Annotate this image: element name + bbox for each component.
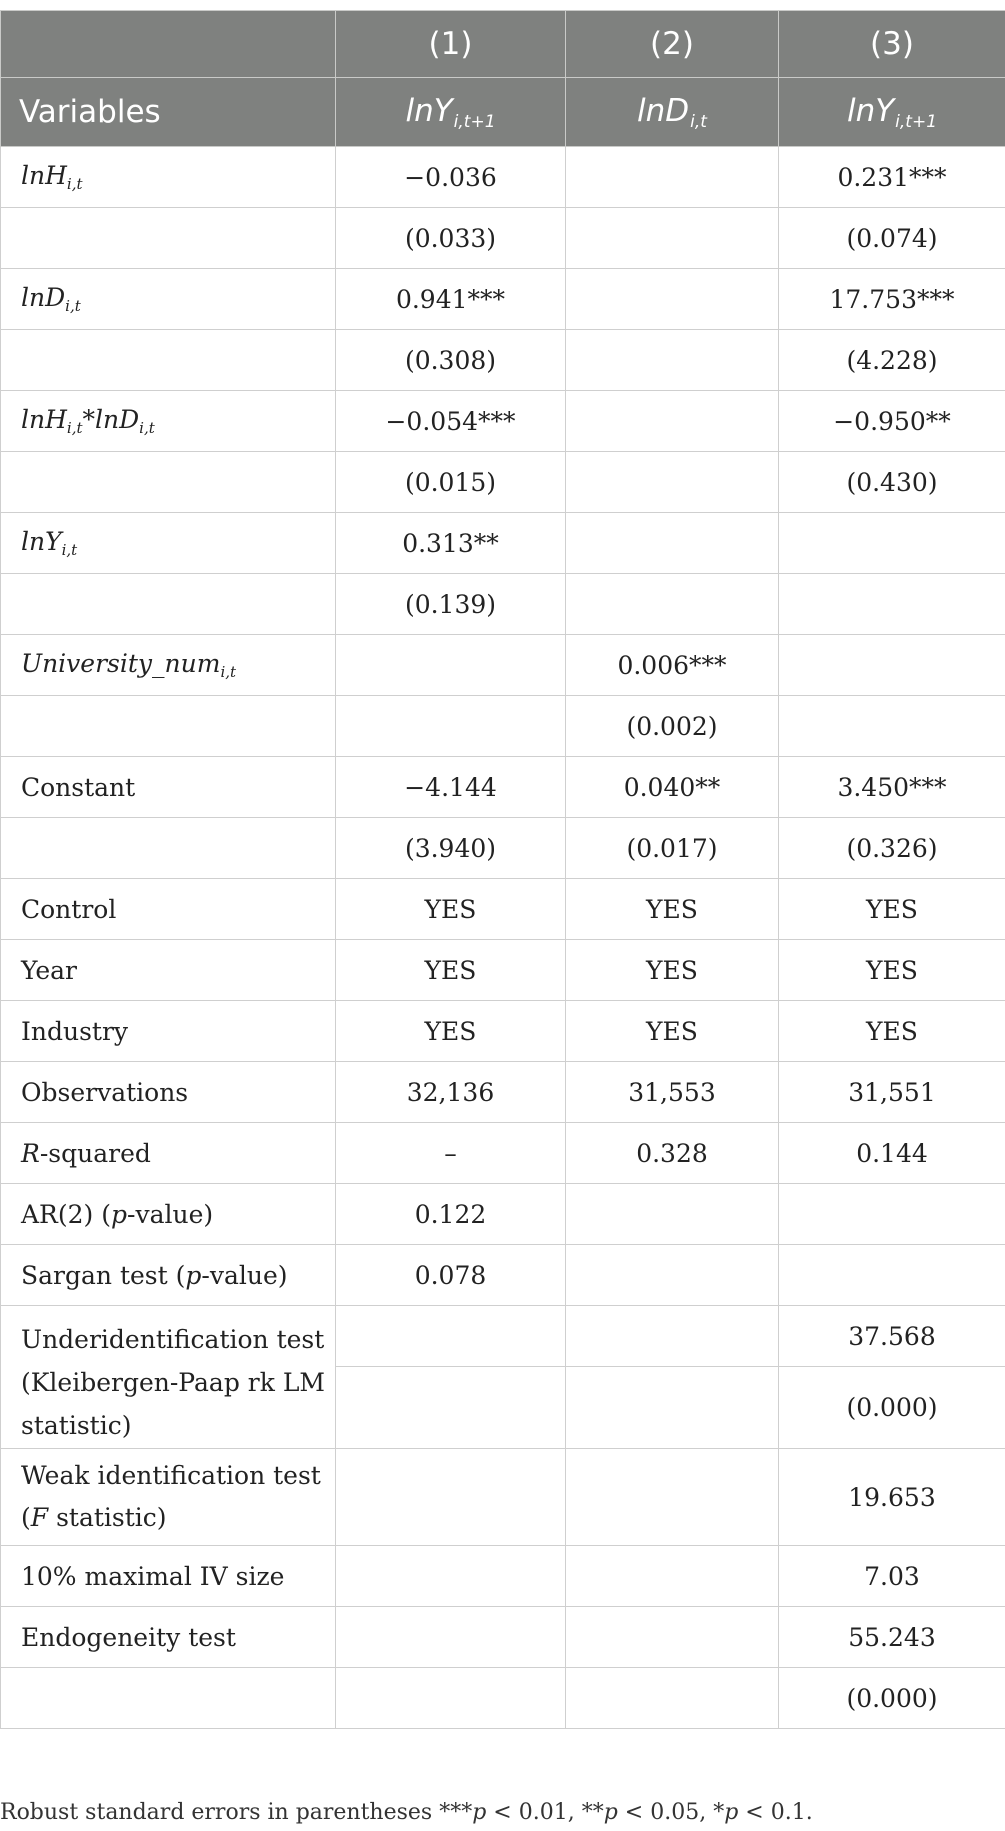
table-row-underidentification	[1, 1306, 1005, 1367]
cell-underid-se3: (0.000)	[779, 1367, 1005, 1449]
header-col-3-dep-var: lnY$_{i,t+1}$	[779, 78, 1005, 147]
row-label-constant: Constant	[1, 757, 336, 818]
row-label-underidentification: Underidentification test (Kleibergen-Paap rk LM statistic)	[1, 1306, 336, 1449]
cell-lnD-se2	[566, 330, 779, 391]
cell-sargan-col3	[779, 1245, 1005, 1306]
cell-constant-col2: 0.040**	[566, 757, 779, 818]
cell-ar2-col3	[779, 1184, 1005, 1245]
cell-lnY-se2	[566, 574, 779, 635]
table-row-lnH-se	[1, 208, 1005, 269]
empty-cell	[1, 1668, 336, 1729]
cell-industry-col2: YES	[566, 1001, 779, 1062]
row-label-interaction: lnH$_{i,t}$*lnD$_{i,t}$	[1, 391, 336, 452]
table-row-sargan	[1, 1245, 1005, 1306]
cell-interaction-se3: (0.430)	[779, 452, 1005, 513]
cell-university-se1	[336, 696, 566, 757]
row-label-ar2: AR(2) (p-value)	[1, 1184, 336, 1245]
row-label-maximal-iv-size: 10% maximal IV size	[1, 1546, 336, 1607]
empty-cell	[566, 1607, 779, 1668]
cell-university-se2: (0.002)	[566, 696, 779, 757]
cell-interaction-col1: −0.054***	[336, 391, 566, 452]
header-col-2-dep-var: lnD$_{i,t}$	[566, 78, 779, 147]
cell-constant-se1: (3.940)	[336, 818, 566, 879]
table-row-interaction-se	[1, 452, 1005, 513]
cell-rsquared-col2: 0.328	[566, 1123, 779, 1184]
cell-interaction-se1: (0.015)	[336, 452, 566, 513]
cell-year-col3: YES	[779, 940, 1005, 1001]
cell-university-col1	[336, 635, 566, 696]
table-row-lnH	[1, 147, 1005, 208]
row-label-control: Control	[1, 879, 336, 940]
cell-year-col1: YES	[336, 940, 566, 1001]
cell-rsquared-col3: 0.144	[779, 1123, 1005, 1184]
cell-constant-se2: (0.017)	[566, 818, 779, 879]
table-row-interaction	[1, 391, 1005, 452]
cell-lnH-se2	[566, 208, 779, 269]
cell-lnY-se1: (0.139)	[336, 574, 566, 635]
cell-constant-se3: (0.326)	[779, 818, 1005, 879]
cell-lnD-col3: 17.753***	[779, 269, 1005, 330]
header-row-column-numbers	[1, 11, 1005, 78]
empty-cell	[336, 1668, 566, 1729]
cell-endog-se3: (0.000)	[779, 1668, 1005, 1729]
empty-cell	[1, 452, 336, 513]
cell-lnY-se3	[779, 574, 1005, 635]
table-row-rsquared	[1, 1123, 1005, 1184]
table-row-lnD	[1, 269, 1005, 330]
cell-observations-col2: 31,553	[566, 1062, 779, 1123]
empty-cell	[1, 574, 336, 635]
cell-observations-col1: 32,136	[336, 1062, 566, 1123]
row-label-lnY: lnY$_{i,t}$	[1, 513, 336, 574]
empty-cell	[1, 330, 336, 391]
table-row-endogeneity-se	[1, 1668, 1005, 1729]
row-label-lnH: lnH$_{i,t}$	[1, 147, 336, 208]
cell-underid-col3: 37.568	[779, 1306, 1005, 1367]
empty-cell	[566, 1668, 779, 1729]
table-row-weak-identification	[1, 1449, 1005, 1546]
row-label-year: Year	[1, 940, 336, 1001]
header-row-dependent-variables	[1, 78, 1005, 147]
empty-cell	[336, 1546, 566, 1607]
table-row-maximal-iv-size	[1, 1546, 1005, 1607]
cell-maxiv-col3: 7.03	[779, 1546, 1005, 1607]
cell-interaction-col2	[566, 391, 779, 452]
cell-lnH-col3: 0.231***	[779, 147, 1005, 208]
row-label-weak-identification: Weak identification test (F statistic)	[1, 1449, 336, 1546]
empty-cell	[336, 1306, 566, 1367]
cell-ar2-col1: 0.122	[336, 1184, 566, 1245]
empty-cell	[336, 1607, 566, 1668]
empty-cell	[566, 1546, 779, 1607]
empty-cell	[566, 1449, 779, 1546]
cell-observations-col3: 31,551	[779, 1062, 1005, 1123]
cell-control-col1: YES	[336, 879, 566, 940]
cell-control-col2: YES	[566, 879, 779, 940]
cell-lnD-se1: (0.308)	[336, 330, 566, 391]
table-row-lnY	[1, 513, 1005, 574]
row-label-observations: Observations	[1, 1062, 336, 1123]
cell-weakid-col3: 19.653	[779, 1449, 1005, 1546]
header-col-3-number: (3)	[779, 11, 1005, 78]
cell-ar2-col2	[566, 1184, 779, 1245]
header-col-1-dep-var: lnY$_{i,t+1}$	[336, 78, 566, 147]
empty-cell	[566, 1367, 779, 1449]
cell-industry-col3: YES	[779, 1001, 1005, 1062]
cell-lnY-col1: 0.313**	[336, 513, 566, 574]
cell-sargan-col1: 0.078	[336, 1245, 566, 1306]
cell-lnY-col2	[566, 513, 779, 574]
cell-lnD-col2	[566, 269, 779, 330]
cell-lnH-se3: (0.074)	[779, 208, 1005, 269]
empty-cell	[336, 1367, 566, 1449]
header-col-2-number: (2)	[566, 11, 779, 78]
cell-endog-col3: 55.243	[779, 1607, 1005, 1668]
table-row-university-num	[1, 635, 1005, 696]
empty-cell	[1, 696, 336, 757]
cell-lnY-col3	[779, 513, 1005, 574]
cell-control-col3: YES	[779, 879, 1005, 940]
cell-interaction-col3: −0.950**	[779, 391, 1005, 452]
row-label-industry: Industry	[1, 1001, 336, 1062]
cell-university-col2: 0.006***	[566, 635, 779, 696]
regression-table	[0, 10, 1005, 1729]
cell-rsquared-col1: –	[336, 1123, 566, 1184]
cell-sargan-col2	[566, 1245, 779, 1306]
cell-university-se3	[779, 696, 1005, 757]
table-footnote: Robust standard errors in parentheses ***p < 0.01, **p < 0.05, *p < 0.1.	[0, 1800, 813, 1825]
table-row-lnY-se	[1, 574, 1005, 635]
cell-lnH-col1: −0.036	[336, 147, 566, 208]
cell-lnH-col2	[566, 147, 779, 208]
table-row-ar2	[1, 1184, 1005, 1245]
row-label-lnD: lnD$_{i,t}$	[1, 269, 336, 330]
table-row-university-num-se	[1, 696, 1005, 757]
cell-constant-col1: −4.144	[336, 757, 566, 818]
empty-cell	[566, 1306, 779, 1367]
empty-cell	[1, 818, 336, 879]
table-row-control	[1, 879, 1005, 940]
table-row-year	[1, 940, 1005, 1001]
header-empty-cell	[1, 11, 336, 78]
cell-university-col3	[779, 635, 1005, 696]
cell-lnD-se3: (4.228)	[779, 330, 1005, 391]
table-row-industry	[1, 1001, 1005, 1062]
table-row-constant-se	[1, 818, 1005, 879]
row-label-endogeneity: Endogeneity test	[1, 1607, 336, 1668]
row-label-rsquared: R-squared	[1, 1123, 336, 1184]
table-row-endogeneity	[1, 1607, 1005, 1668]
row-label-sargan: Sargan test (p-value)	[1, 1245, 336, 1306]
header-variables-label: Variables	[1, 78, 336, 147]
table-row-constant	[1, 757, 1005, 818]
table-row-observations	[1, 1062, 1005, 1123]
empty-cell	[336, 1449, 566, 1546]
cell-lnD-col1: 0.941***	[336, 269, 566, 330]
row-label-university-num: University_num$_{i,t}$	[1, 635, 336, 696]
cell-interaction-se2	[566, 452, 779, 513]
header-col-1-number: (1)	[336, 11, 566, 78]
cell-industry-col1: YES	[336, 1001, 566, 1062]
cell-lnH-se1: (0.033)	[336, 208, 566, 269]
table-row-lnD-se	[1, 330, 1005, 391]
empty-cell	[1, 208, 336, 269]
cell-year-col2: YES	[566, 940, 779, 1001]
cell-constant-col3: 3.450***	[779, 757, 1005, 818]
